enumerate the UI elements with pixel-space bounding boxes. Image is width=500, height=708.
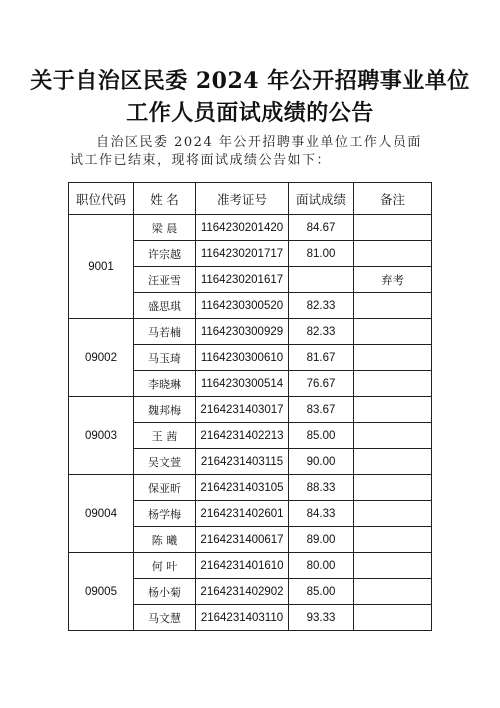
candidate-name-cell: 马文慧 [134, 605, 196, 631]
note-cell [354, 501, 432, 527]
exam-id-cell: 1164230300929 [196, 319, 289, 345]
table-header-row [69, 183, 432, 215]
position-code-cell: 09005 [69, 553, 134, 631]
score-cell: 85.00 [289, 423, 354, 449]
note-cell [354, 371, 432, 397]
candidate-name-cell: 汪亚雪 [134, 267, 196, 293]
score-cell: 81.67 [289, 345, 354, 371]
note-cell [354, 423, 432, 449]
note-cell [354, 345, 432, 371]
exam-id-cell: 2164231402213 [196, 423, 289, 449]
exam-id-cell: 2164231402902 [196, 579, 289, 605]
note-cell [354, 579, 432, 605]
score-cell: 84.67 [289, 215, 354, 241]
note-cell: 弃考 [354, 267, 432, 293]
candidate-name-cell: 杨学梅 [134, 501, 196, 527]
score-cell: 84.33 [289, 501, 354, 527]
title-line-2: 工作人员面试成绩的公告 [126, 100, 374, 126]
note-cell [354, 293, 432, 319]
score-cell: 81.00 [289, 241, 354, 267]
header-name: 姓 名 [134, 183, 196, 215]
header-position-code: 职位代码 [69, 183, 134, 215]
table-row [69, 553, 432, 579]
note-cell [354, 449, 432, 475]
exam-id-cell: 1164230300610 [196, 345, 289, 371]
exam-id-cell: 2164231403105 [196, 475, 289, 501]
score-cell: 90.00 [289, 449, 354, 475]
note-cell [354, 241, 432, 267]
candidate-name-cell: 李晓琳 [134, 371, 196, 397]
exam-id-cell: 1164230300514 [196, 371, 289, 397]
header-note: 备注 [354, 183, 432, 215]
candidate-name-cell: 魏邦梅 [134, 397, 196, 423]
exam-id-cell: 2164231401610 [196, 553, 289, 579]
candidate-name-cell: 盛思琪 [134, 293, 196, 319]
score-cell: 82.33 [289, 293, 354, 319]
table-row [69, 397, 432, 423]
title-line-1: 关于自治区民委 2024 年公开招聘事业单位 [30, 68, 470, 94]
exam-id-cell: 2164231402601 [196, 501, 289, 527]
note-cell [354, 605, 432, 631]
score-cell: 83.67 [289, 397, 354, 423]
candidate-name-cell: 梁 晨 [134, 215, 196, 241]
scores-body [69, 215, 432, 631]
candidate-name-cell: 吴文萱 [134, 449, 196, 475]
exam-id-cell: 1164230201420 [196, 215, 289, 241]
position-code-cell: 09003 [69, 397, 134, 475]
score-cell [289, 267, 354, 293]
score-cell: 88.33 [289, 475, 354, 501]
position-code-cell: 09004 [69, 475, 134, 553]
candidate-name-cell: 何 叶 [134, 553, 196, 579]
exam-id-cell: 1164230201717 [196, 241, 289, 267]
candidate-name-cell: 许宗越 [134, 241, 196, 267]
exam-id-cell: 2164231403017 [196, 397, 289, 423]
exam-id-cell: 2164231403110 [196, 605, 289, 631]
candidate-name-cell: 马若楠 [134, 319, 196, 345]
candidate-name-cell: 马玉琦 [134, 345, 196, 371]
note-cell [354, 319, 432, 345]
intro-paragraph: 自治区民委 2024 年公开招聘事业单位工作人员面试工作已结束，现将面试成绩公告如下： [70, 135, 422, 168]
score-cell: 76.67 [289, 371, 354, 397]
candidate-name-cell: 陈 曦 [134, 527, 196, 553]
table-row [69, 319, 432, 345]
score-cell: 85.00 [289, 579, 354, 605]
candidate-name-cell: 保亚昕 [134, 475, 196, 501]
scores-table [68, 182, 432, 631]
exam-id-cell: 1164230300520 [196, 293, 289, 319]
table-row [69, 215, 432, 241]
header-score: 面试成绩 [289, 183, 354, 215]
exam-id-cell: 2164231400617 [196, 527, 289, 553]
exam-id-cell: 1164230201617 [196, 267, 289, 293]
note-cell [354, 475, 432, 501]
exam-id-cell: 2164231403115 [196, 449, 289, 475]
note-cell [354, 553, 432, 579]
position-code-cell: 9001 [69, 215, 134, 319]
note-cell [354, 397, 432, 423]
table-row [69, 475, 432, 501]
score-cell: 82.33 [289, 319, 354, 345]
score-cell: 93.33 [289, 605, 354, 631]
candidate-name-cell: 杨小菊 [134, 579, 196, 605]
position-code-cell: 09002 [69, 319, 134, 397]
note-cell [354, 527, 432, 553]
candidate-name-cell: 王 茜 [134, 423, 196, 449]
score-cell: 89.00 [289, 527, 354, 553]
note-cell [354, 215, 432, 241]
score-cell: 80.00 [289, 553, 354, 579]
header-exam-id: 准考证号 [196, 183, 289, 215]
